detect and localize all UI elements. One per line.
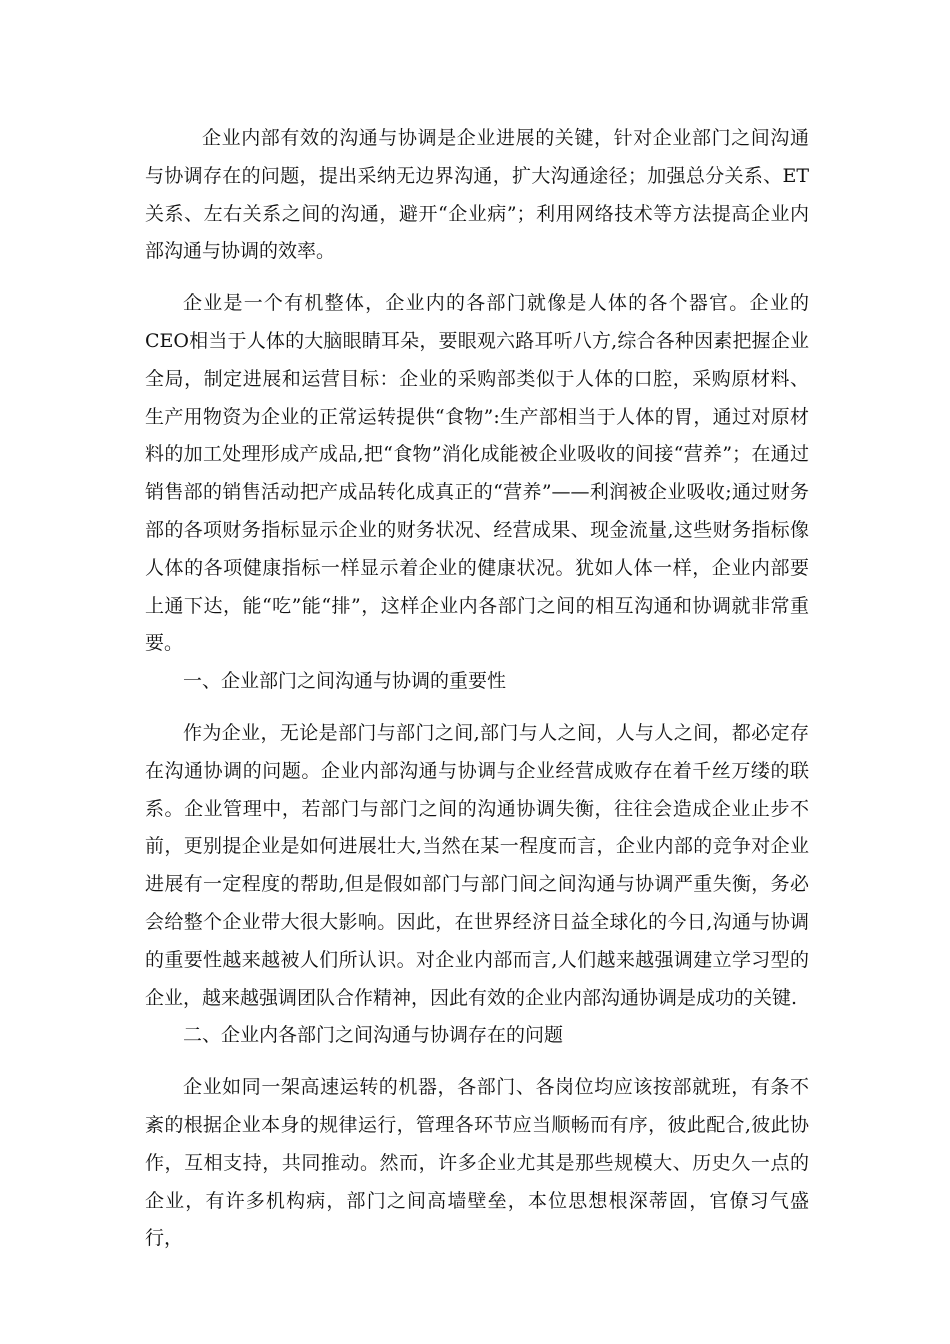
body-paragraph-2: 作为企业，无论是部门与部门之间,部门与人之间，人与人之间，都必定存在沟通协调的问题。企业内部沟通与协调与企业经营成败存在着千丝万缕的联系。企业管理中，若部门与部门之间的沟通协调失衡，往往会造成企业止步不前，更别提企业是如何进展壮大,当然在某一程度而言，企业内部的竞争对企业进展有一定程度的帮助,但是假如部门与部门间之间沟通与协调严重失衡，务必会给整个企业带大很大影响。因此，在世界经济日益全球化的今日,沟通与协调的重要性越来越被人们所认识。对企业内部而言,人们越来越强调建立学习型的企业，越来越强调团队合作精神，因此有效的企业内部沟通协调是成功的关键. [145,721,809,1009]
section-heading-1: 一、企业部门之间沟通与协调的重要性 [183,670,507,693]
intro-paragraph: 企业内部有效的沟通与协调是企业进展的关键，针对企业部门之间沟通与协调存在的问题，提出采纳无边界沟通，扩大沟通途径；加强总分关系、ET关系、左右关系之间的沟通，避开“企业病”；利用网络技术等方法提高企业内部沟通与协调的效率。 [145,127,809,263]
section-heading-2: 二、企业内各部门之间沟通与协调存在的问题 [183,1024,564,1047]
body-paragraph-3: 企业如同一架高速运转的机器，各部门、各岗位均应该按部就班，有条不紊的根据企业本身的规律运行，管理各环节应当顺畅而有序，彼此配合,彼此协作，互相支持，共同推动。然而，许多企业尤其是那些规模大、历史久一点的企业，有许多机构病，部门之间高墙壁垒，本位思想根深蒂固，官僚习气盛行， [145,1076,809,1250]
document-page [145,120,809,1258]
body-paragraph-1: 企业是一个有机整体，企业内的各部门就像是人体的各个器官。企业的CEO相当于人体的大脑眼睛耳朵，要眼观六路耳听八方,综合各种因素把握企业全局，制定进展和运营目标：企业的采购部类似于人体的口腔，采购原材料、生产用物资为企业的正常运转提供“食物”:生产部相当于人体的胃，通过对原材料的加工处理形成产成品,把“食物”消化成能被企业吸收的间接“营养”；在通过销售部的销售活动把产成品转化成真正的“营养”——利润被企业吸收;通过财务部的各项财务指标显示企业的财务状况、经营成果、现金流量,这些财务指标像人体的各项健康指标一样显示着企业的健康状况。犹如人体一样，企业内部要上通下达，能“吃”能“排”，这样企业内各部门之间的相互沟通和协调就非常重要。 [145,292,809,655]
